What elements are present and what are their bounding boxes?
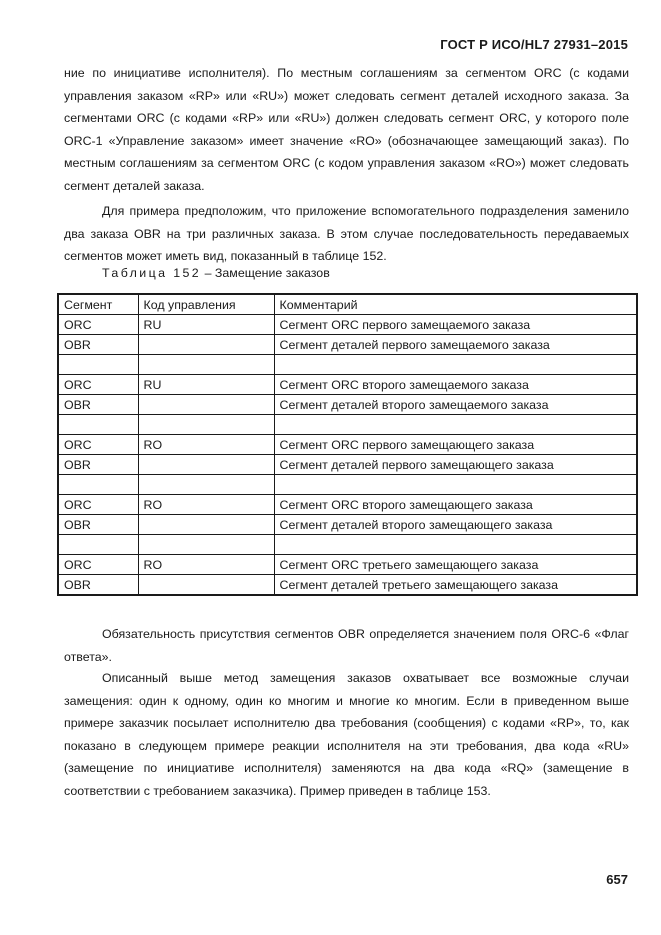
cell-segment [58, 535, 138, 555]
table-row [58, 535, 637, 555]
table-row [58, 515, 637, 535]
cell-segment [58, 415, 138, 435]
header-comment: Комментарий [274, 294, 637, 315]
cell-control-code [138, 415, 274, 435]
table-body [58, 315, 637, 596]
cell-comment: Сегмент ORC первого замещаемого заказа [274, 315, 637, 335]
cell-comment: Сегмент ORC второго замещающего заказа [274, 495, 637, 515]
cell-segment: ORC [58, 495, 138, 515]
cell-comment: Сегмент ORC второго замещаемого заказа [274, 375, 637, 395]
table-row [58, 395, 637, 415]
cell-control-code: RO [138, 495, 274, 515]
header-control-code: Код управления [138, 294, 274, 315]
cell-control-code: RU [138, 315, 274, 335]
cell-control-code [138, 535, 274, 555]
table-row [58, 455, 637, 475]
cell-segment [58, 355, 138, 375]
cell-comment [274, 475, 637, 495]
cell-comment: Сегмент деталей второго замещающего заказа [274, 515, 637, 535]
cell-comment: Сегмент ORC первого замещающего заказа [274, 435, 637, 455]
cell-segment: ORC [58, 435, 138, 455]
cell-segment: OBR [58, 395, 138, 415]
table-row [58, 555, 637, 575]
document-header: ГОСТ Р ИСО/HL7 27931–2015 [440, 37, 628, 52]
cell-segment: ORC [58, 315, 138, 335]
table-row [58, 355, 637, 375]
table-caption-title: Замещение заказов [214, 266, 330, 280]
paragraph-example: Для примера предположим, что приложение вспомогательного подразделения заменило два заказа OBR на три различных заказа. В этом случае последовательность передаваемых сегментов может иметь вид, показанный в таблице 152. [64, 204, 629, 264]
cell-segment: ORC [58, 375, 138, 395]
table-caption [102, 266, 330, 280]
cell-segment: OBR [58, 335, 138, 355]
table-row [58, 375, 637, 395]
cell-comment: Сегмент деталей первого замещаемого заказа [274, 335, 637, 355]
table-row [58, 495, 637, 515]
header-segment: Сегмент [58, 294, 138, 315]
cell-comment [274, 415, 637, 435]
cell-segment [58, 475, 138, 495]
page-number: 657 [606, 872, 628, 887]
cell-control-code [138, 455, 274, 475]
cell-control-code [138, 475, 274, 495]
table-row [58, 315, 637, 335]
cell-control-code [138, 355, 274, 375]
table-row [58, 475, 637, 495]
cell-control-code [138, 335, 274, 355]
cell-control-code: RU [138, 375, 274, 395]
cell-comment: Сегмент деталей третьего замещающего заказа [274, 575, 637, 596]
table-row [58, 435, 637, 455]
cell-control-code: RO [138, 555, 274, 575]
paragraph-replacement-method: Описанный выше метод замещения заказов охватывает все возможные случаи замещения: один к одному, один ко многим и многие ко многим. Если в приведенном выше примере заказчик посылает исполнителю два требования (сообщения) с кодами «RP», то, как показано в следующем примере реакции исполнителя на эти требования, два кода «RU» (замещение по инициативе исполнителя) заменяются на два кода «RQ» (замещение в соответствии с требованием заказчика). Пример приведен в таблице 153. [64, 671, 629, 798]
paragraph-continuation: ние по инициативе исполнителя). По местным соглашениям за сегментом ORC (с кодами управления заказом «RP» или «RU») может следовать сегмент деталей исходного заказа. За сегментами ORC (с кодами «RP» или «RU») должен следовать сегмент ORC, у которого поле ORC-1 «Управление заказом» имеет значение «RO» (обозначающее замещающий заказ). По местным соглашениям за сегментом ORC (с кодом управления заказом «RO») может следовать сегмент деталей заказа. [64, 66, 629, 193]
cell-control-code [138, 575, 274, 596]
table-caption-label: Таблица 152 [102, 266, 202, 280]
table-header-row [58, 294, 637, 315]
cell-segment: OBR [58, 515, 138, 535]
cell-segment: OBR [58, 455, 138, 475]
table-row [58, 335, 637, 355]
cell-control-code [138, 395, 274, 415]
cell-control-code [138, 515, 274, 535]
table-row [58, 415, 637, 435]
table-caption-dash: – [204, 266, 212, 280]
cell-comment: Сегмент деталей первого замещающего заказа [274, 455, 637, 475]
cell-control-code: RO [138, 435, 274, 455]
cell-comment: Сегмент ORC третьего замещающего заказа [274, 555, 637, 575]
replacement-orders-table [57, 293, 638, 596]
cell-segment: OBR [58, 575, 138, 596]
table-row [58, 575, 637, 596]
paragraph-obr-requirement: Обязательность присутствия сегментов OBR определяется значением поля ORC-6 «Флаг ответа». [64, 627, 629, 664]
cell-comment [274, 355, 637, 375]
cell-segment: ORC [58, 555, 138, 575]
cell-comment: Сегмент деталей второго замещаемого заказа [274, 395, 637, 415]
cell-comment [274, 535, 637, 555]
